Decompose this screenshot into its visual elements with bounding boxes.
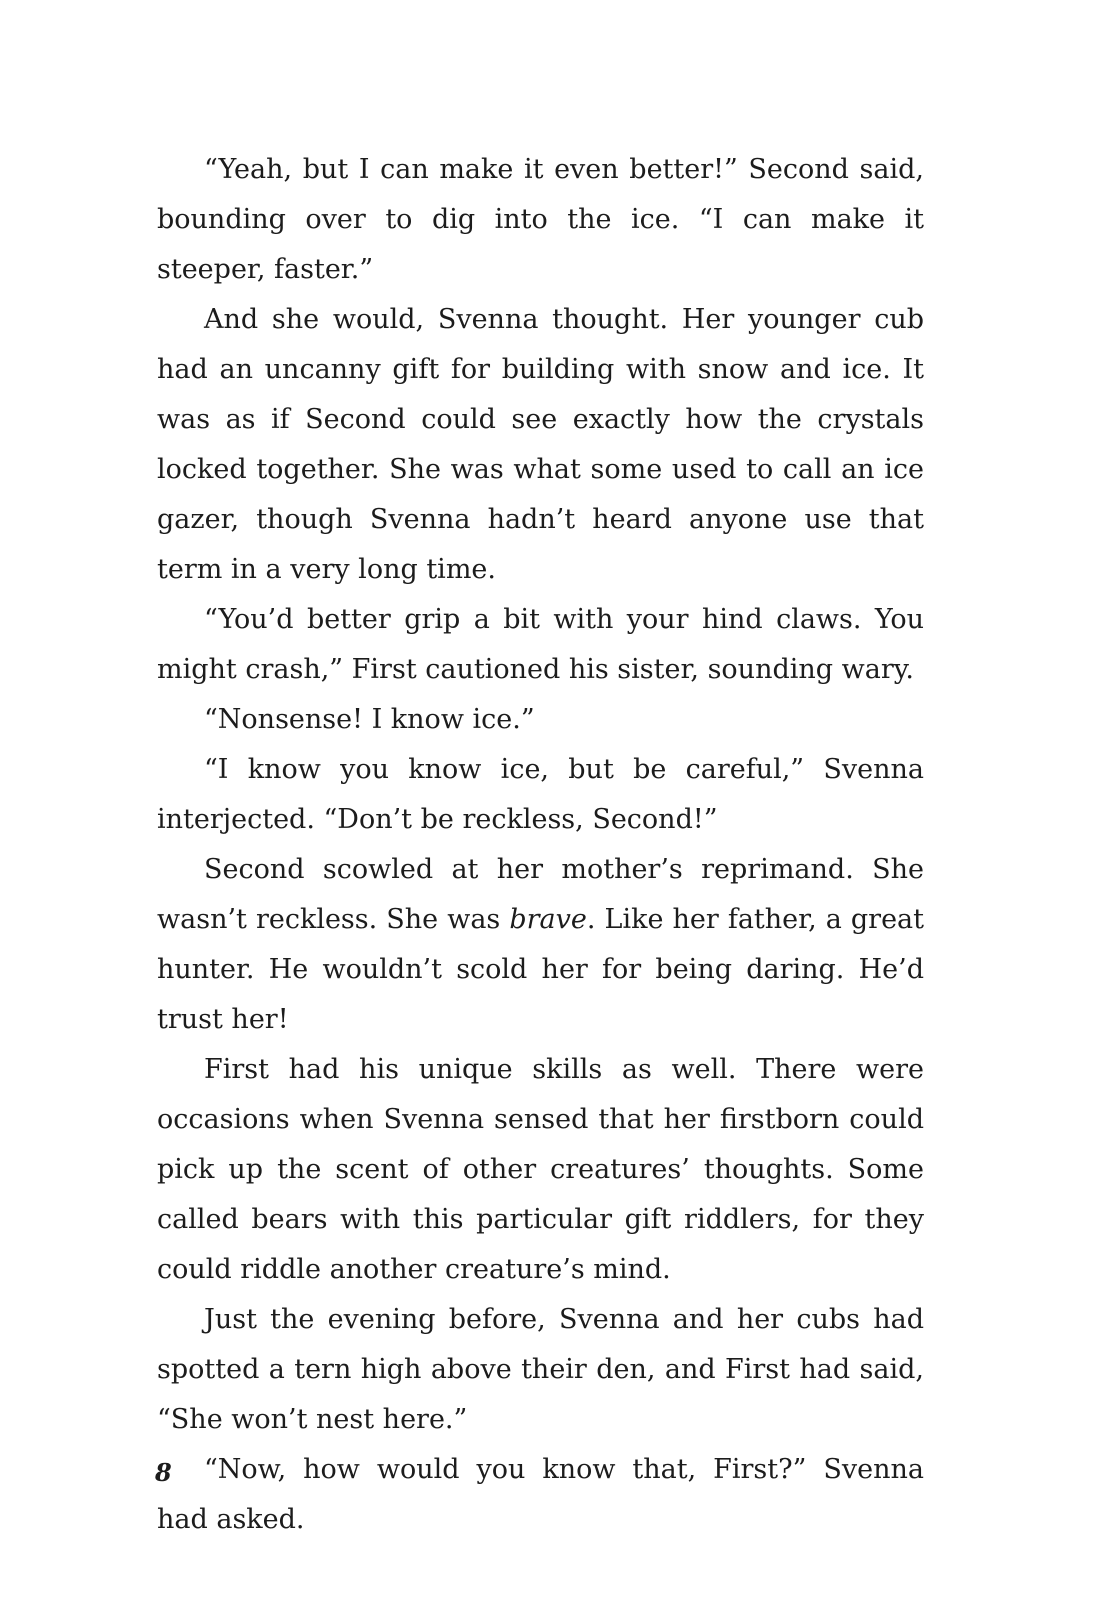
emphasis-text: brave: [509, 904, 587, 935]
paragraph: Just the evening before, Svenna and her cubs had spotted a tern high above their den, and First had said, “She won’t nest here.”: [157, 1304, 924, 1435]
paragraph: And she would, Svenna thought. Her younger cub had an uncanny gift for building with snow and ice. It was as if Second could see exactly how the crystals locked together. She was what some used to call an ice gazer, though Svenna hadn’t heard anyone use that term in a very long time.: [157, 304, 924, 585]
paragraph: “I know you know ice, but be careful,” Svenna interjected. “Don’t be reckless, Second!”: [157, 754, 924, 835]
paragraph: “You’d better grip a bit with your hind claws. You might crash,” First cautioned his sister, sounding wary.: [157, 604, 924, 685]
paragraph: “Yeah, but I can make it even better!” Second said, bounding over to dig into the ice. “I can make it steeper, faster.”: [157, 154, 924, 285]
paragraph: “Nonsense! I know ice.”: [204, 704, 535, 735]
paragraph: “Now, how would you know that, First?” Svenna had asked.: [157, 1454, 924, 1535]
paragraph: Second scowled at her mother’s reprimand. She wasn’t reckless. She was brave. Like her father, a great hunter. He wouldn’t scold her for being daring. He’d trust her!: [157, 854, 924, 1035]
paragraph: First had his unique skills as well. There were occasions when Svenna sensed that her firstborn could pick up the scent of other creatures’ thoughts. Some called bears with this particular gift riddlers, for they could riddle another creature’s mind.: [157, 1054, 924, 1285]
body-text: [157, 145, 924, 1545]
page-number: 8: [155, 1458, 172, 1487]
